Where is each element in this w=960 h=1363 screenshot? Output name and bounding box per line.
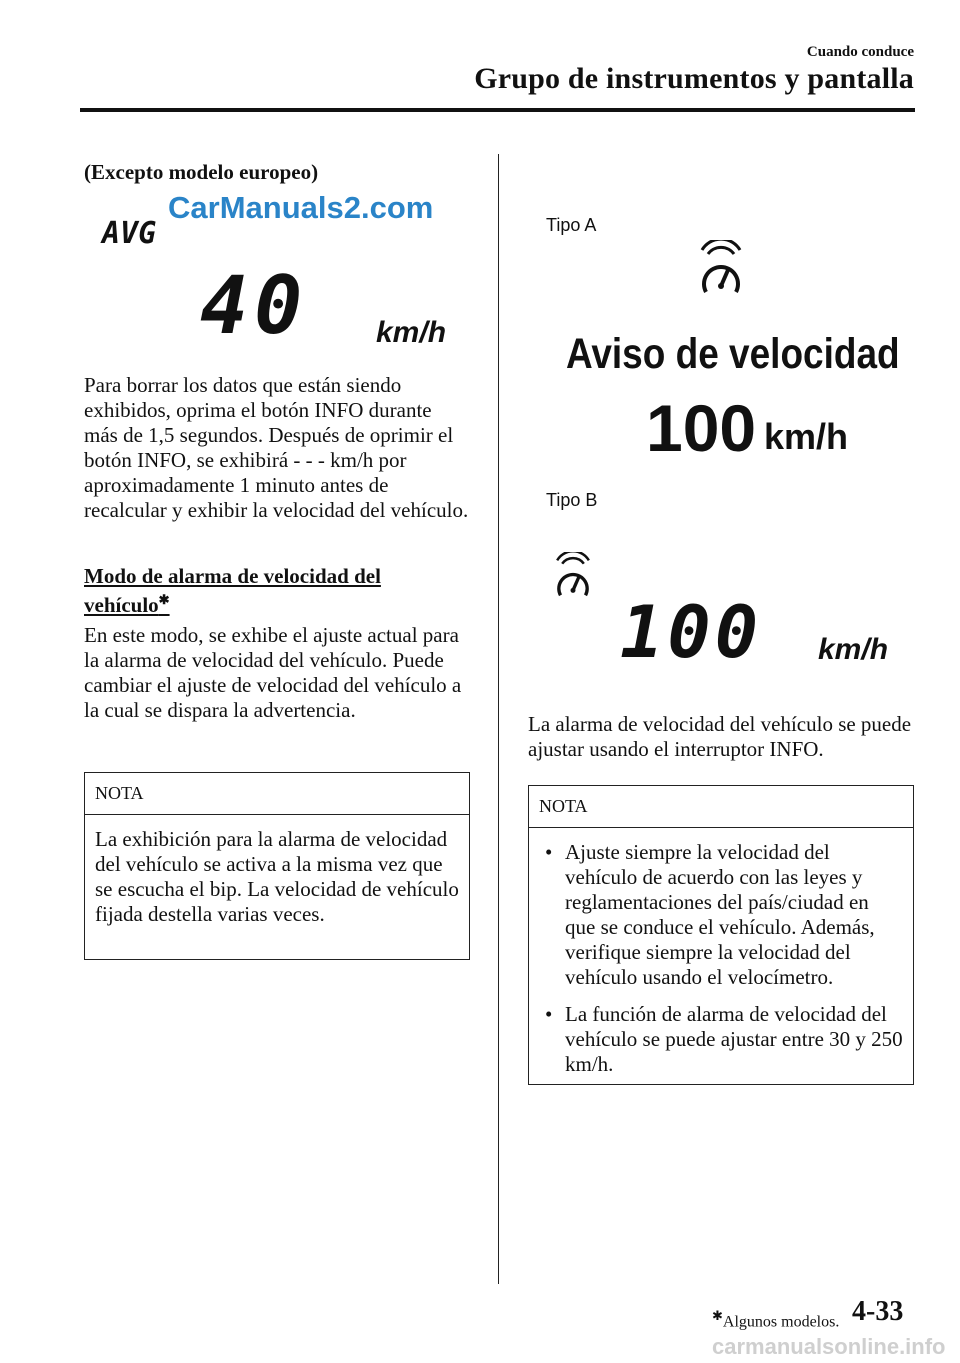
page-title: Grupo de instrumentos y pantalla	[474, 62, 914, 95]
tipo-a-unit: km/h	[764, 416, 849, 457]
some-models-mark: ✱	[712, 1308, 723, 1323]
nota-text: La exhibición para la alarma de velocidad del vehículo se activa a la misma vez que se escucha el bip. La velocidad de vehículo fijada destella varias veces.	[95, 827, 459, 926]
footer-note-text: Algunos modelos.	[722, 1313, 840, 1331]
section-heading	[84, 564, 424, 617]
paragraph-modo: En este modo, se exhibe el ajuste actual para la alarma de velocidad del vehículo. Puede cambiar el ajuste de velocidad del vehículo a la cual se dispara la advertencia.	[84, 623, 462, 722]
tipo-b-value: 100	[620, 590, 763, 674]
header-divider	[80, 108, 915, 112]
nota-item: • Ajuste siempre la velocidad del vehículo de acuerdo con las leyes y reglamentaciones del país/ciudad en que se conduce el vehículo. Además, verifique siempre la velocidad del vehículo usando el velocímetro.	[539, 840, 903, 990]
avg-label: AVG	[102, 216, 157, 251]
tipo-b-unit: km/h	[818, 633, 889, 666]
column-divider	[498, 154, 499, 1284]
section-label: Cuando conduce	[806, 44, 914, 60]
footer-note	[712, 1308, 839, 1331]
average-speed-display	[100, 190, 480, 358]
nota-list	[529, 828, 913, 1099]
speedometer-alarm-icon	[552, 552, 594, 602]
some-models-mark: ✱	[158, 592, 170, 607]
speed-value: 40	[200, 259, 309, 352]
speed-unit: km/h	[376, 316, 447, 349]
watermark: CarManuals2.com	[168, 190, 434, 225]
nota-box-left	[84, 772, 470, 960]
section-heading-text: Modo de alarma de velocidad del vehículo	[84, 564, 381, 617]
nota-title: NOTA	[529, 786, 913, 828]
speed-warning-message: Aviso de velocidad	[566, 330, 900, 378]
subheading: (Excepto modelo europeo)	[84, 160, 319, 184]
site-watermark: carmanualsonline.info	[712, 1334, 946, 1359]
nota-item: • La función de alarma de velocidad del vehículo se puede ajustar entre 30 y 250 km/h.	[539, 1002, 903, 1077]
nota-title: NOTA	[85, 773, 469, 815]
paragraph-borrar: Para borrar los datos que están siendo exhibidos, oprima el botón INFO durante más de 1,5 segundos. Después de oprimir el botón INFO, se exhibirá - - - km/h por aproximadamente 1 minuto antes de recalcular y exhibir la velocidad del vehículo.	[84, 373, 469, 522]
speedometer-alarm-icon	[696, 240, 746, 300]
nota-box-right	[528, 785, 914, 1085]
page-number: 4-33	[852, 1296, 904, 1327]
paragraph-ajuste: La alarma de velocidad del vehículo se puede ajustar usando el interruptor INFO.	[528, 712, 912, 761]
tipo-b-label: Tipo B	[546, 490, 598, 510]
tipo-a-label: Tipo A	[546, 215, 597, 235]
tipo-a-value: 100	[646, 391, 757, 465]
